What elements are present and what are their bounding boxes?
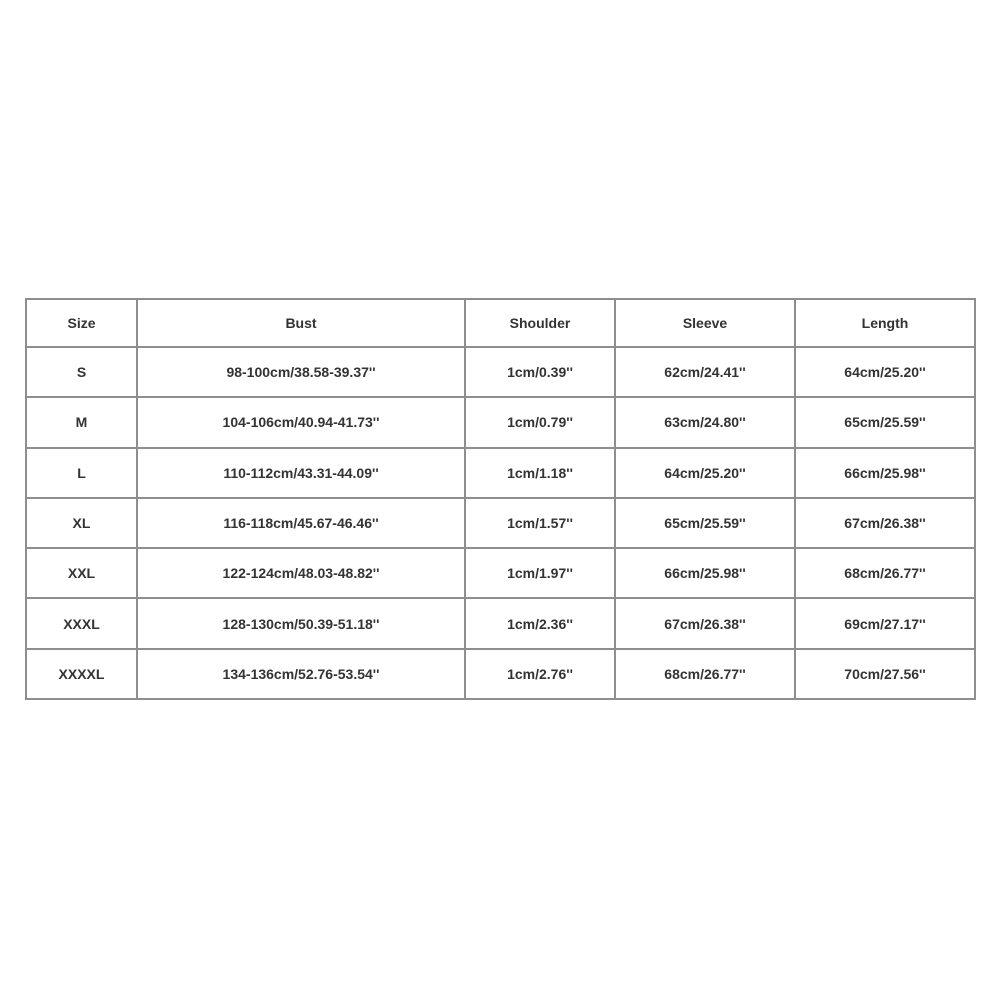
cell-length: 69cm/27.17'' — [795, 598, 975, 648]
cell-shoulder: 1cm/1.57'' — [465, 498, 615, 548]
header-length: Length — [795, 299, 975, 347]
cell-bust: 134-136cm/52.76-53.54'' — [137, 649, 465, 699]
header-shoulder: Shoulder — [465, 299, 615, 347]
table-row — [26, 649, 975, 699]
cell-sleeve: 64cm/25.20'' — [615, 448, 795, 498]
cell-shoulder: 1cm/1.18'' — [465, 448, 615, 498]
cell-shoulder: 1cm/2.36'' — [465, 598, 615, 648]
cell-shoulder: 1cm/2.76'' — [465, 649, 615, 699]
cell-length: 70cm/27.56'' — [795, 649, 975, 699]
size-chart-table — [25, 298, 976, 700]
cell-length: 64cm/25.20'' — [795, 347, 975, 397]
cell-sleeve: 62cm/24.41'' — [615, 347, 795, 397]
cell-bust: 110-112cm/43.31-44.09'' — [137, 448, 465, 498]
cell-bust: 98-100cm/38.58-39.37'' — [137, 347, 465, 397]
table-row — [26, 347, 975, 397]
table-header-row — [26, 299, 975, 347]
cell-sleeve: 63cm/24.80'' — [615, 397, 795, 447]
cell-length: 66cm/25.98'' — [795, 448, 975, 498]
cell-sleeve: 65cm/25.59'' — [615, 498, 795, 548]
table-row — [26, 448, 975, 498]
cell-shoulder: 1cm/0.79'' — [465, 397, 615, 447]
cell-sleeve: 67cm/26.38'' — [615, 598, 795, 648]
header-bust: Bust — [137, 299, 465, 347]
table-row — [26, 397, 975, 447]
cell-size: XXXL — [26, 598, 137, 648]
cell-size: L — [26, 448, 137, 498]
cell-size: XXXXL — [26, 649, 137, 699]
cell-bust: 122-124cm/48.03-48.82'' — [137, 548, 465, 598]
table-row — [26, 548, 975, 598]
cell-shoulder: 1cm/1.97'' — [465, 548, 615, 598]
cell-size: XXL — [26, 548, 137, 598]
cell-bust: 104-106cm/40.94-41.73'' — [137, 397, 465, 447]
cell-bust: 116-118cm/45.67-46.46'' — [137, 498, 465, 548]
cell-sleeve: 66cm/25.98'' — [615, 548, 795, 598]
cell-length: 67cm/26.38'' — [795, 498, 975, 548]
cell-sleeve: 68cm/26.77'' — [615, 649, 795, 699]
table-row — [26, 498, 975, 548]
cell-bust: 128-130cm/50.39-51.18'' — [137, 598, 465, 648]
table-row — [26, 598, 975, 648]
header-sleeve: Sleeve — [615, 299, 795, 347]
cell-size: M — [26, 397, 137, 447]
cell-size: S — [26, 347, 137, 397]
header-size: Size — [26, 299, 137, 347]
cell-length: 68cm/26.77'' — [795, 548, 975, 598]
cell-size: XL — [26, 498, 137, 548]
cell-shoulder: 1cm/0.39'' — [465, 347, 615, 397]
cell-length: 65cm/25.59'' — [795, 397, 975, 447]
